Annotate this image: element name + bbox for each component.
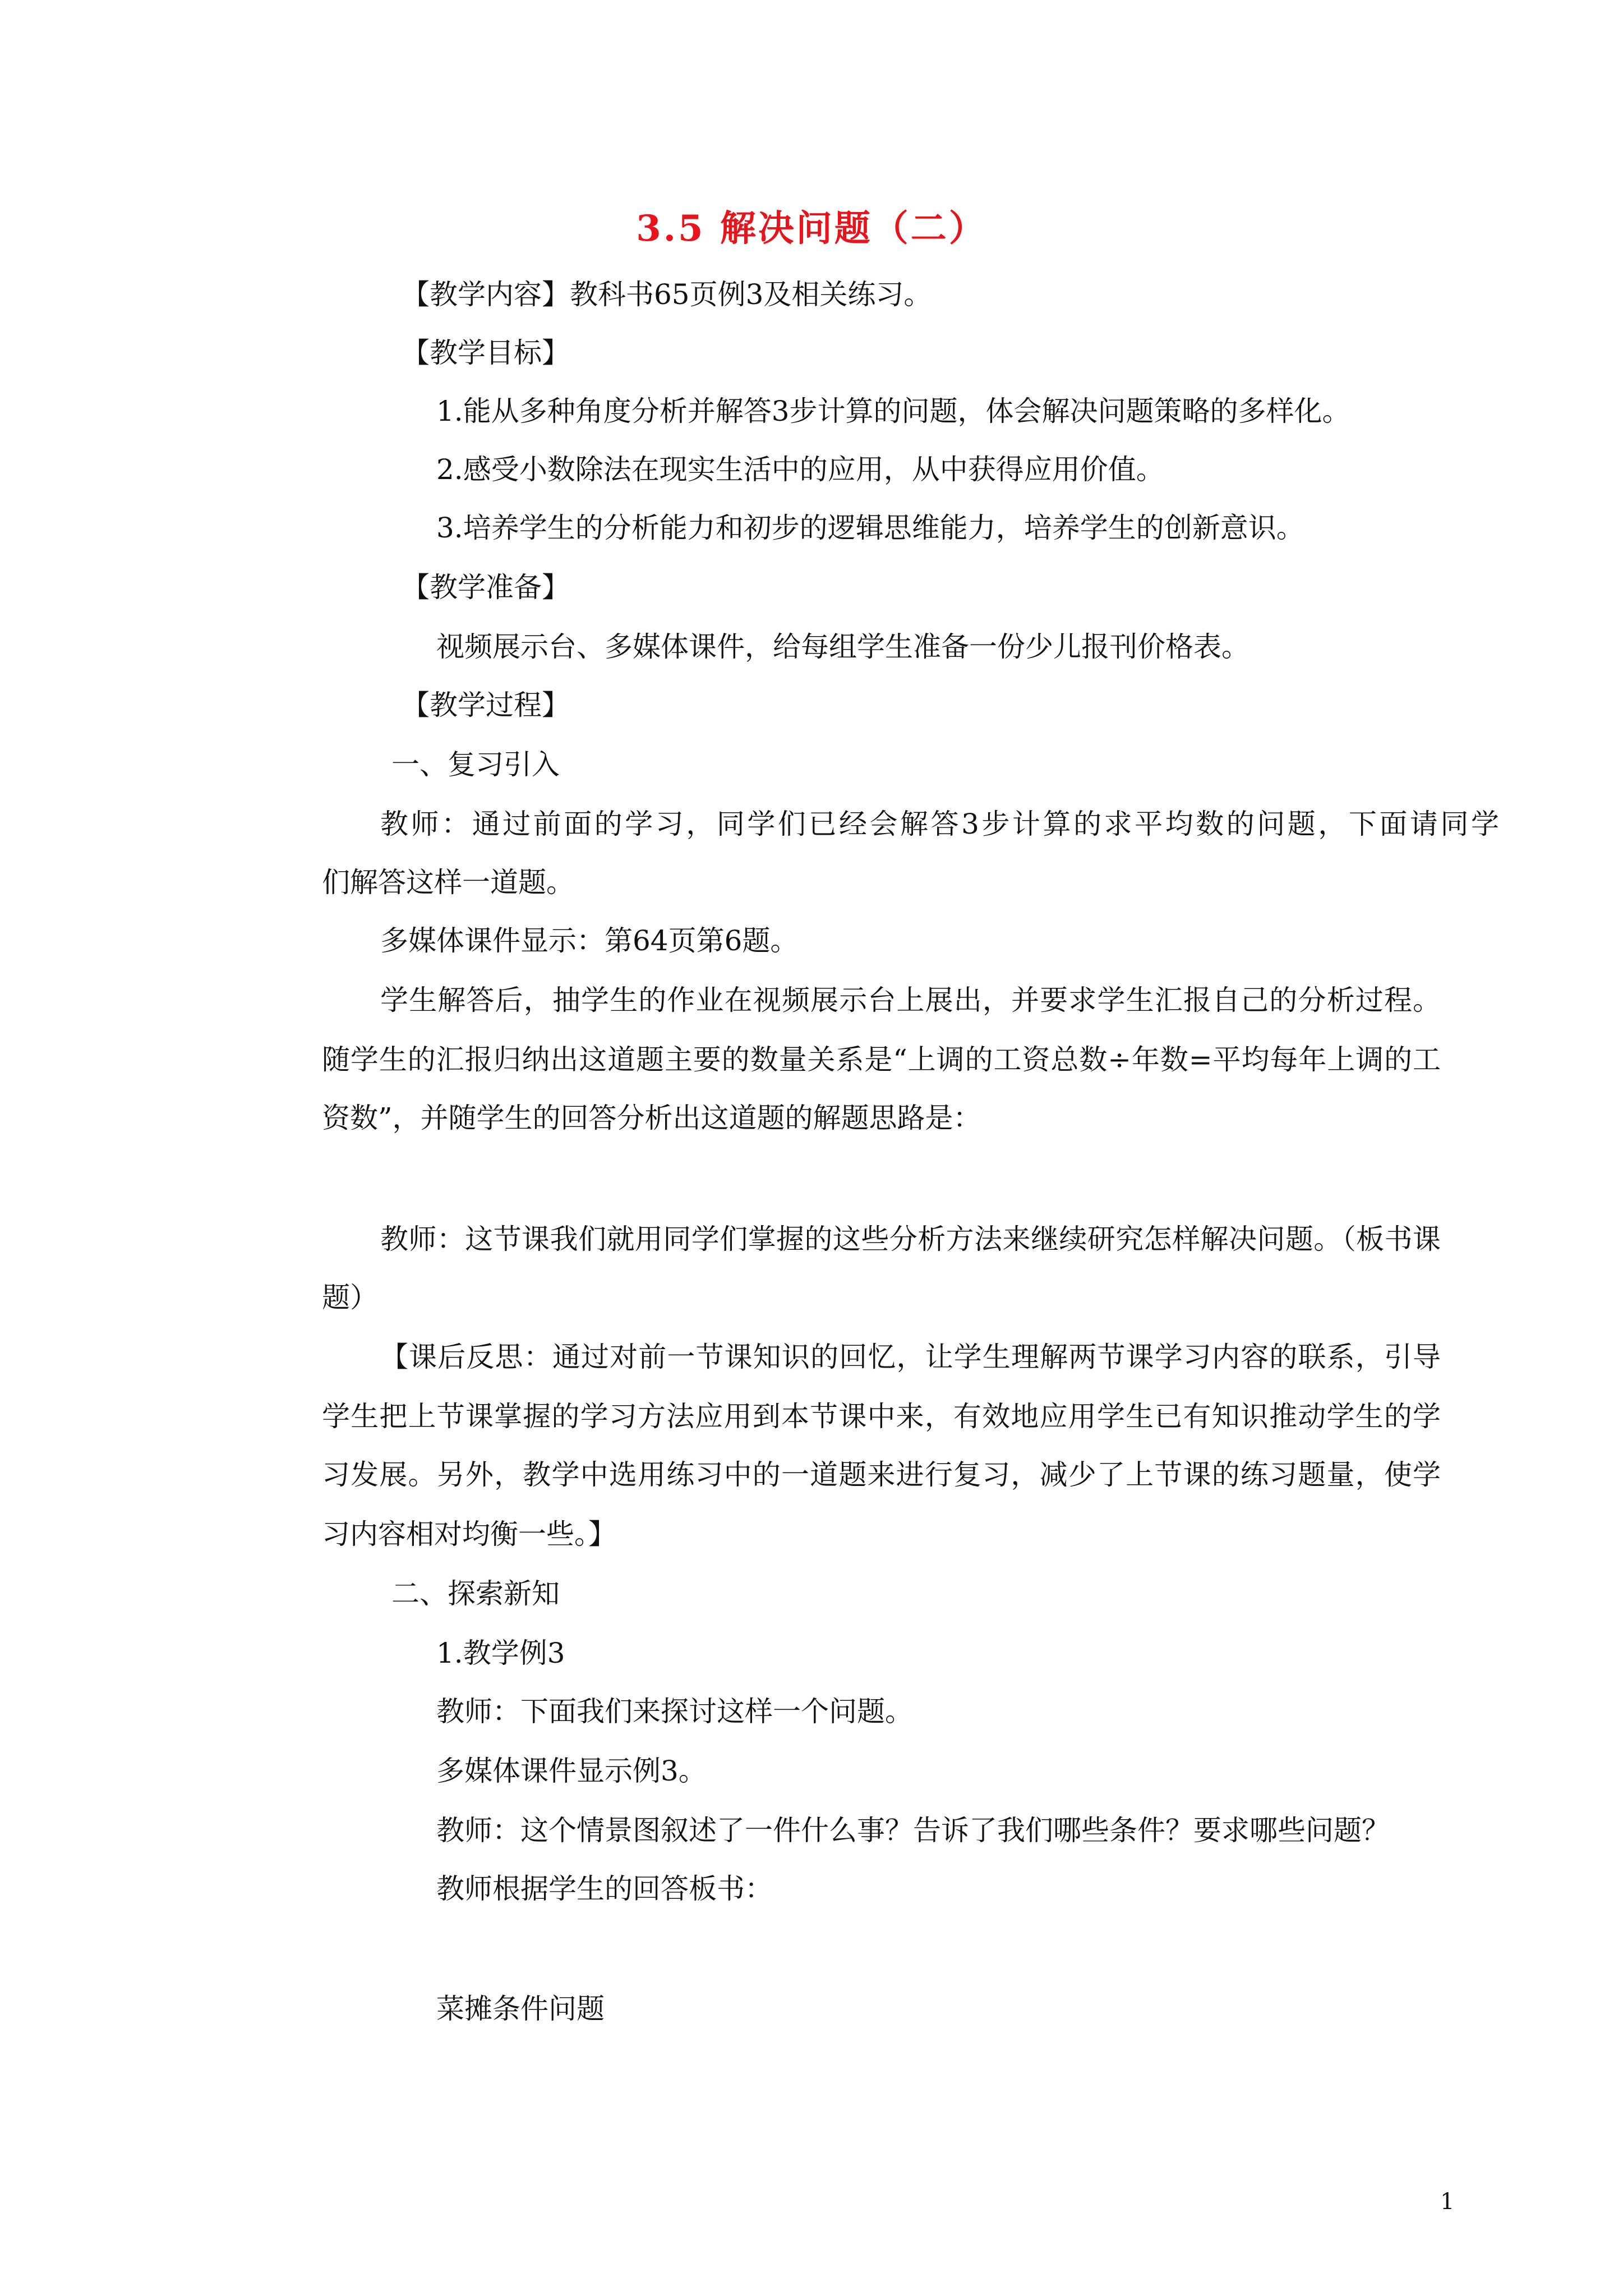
section-1-heading: 一、复习引入 — [391, 748, 560, 781]
reflection-line: 学生把上节课掌握的学习方法应用到本节课中来，有效地应用学生已有知识推动学生的学 — [322, 1400, 1441, 1433]
section-2-heading: 二、探索新知 — [391, 1577, 560, 1610]
paragraph-line: 们解答这样一道题。 — [322, 866, 574, 899]
paragraph-line: 多媒体课件显示：第64页第6题。 — [380, 924, 799, 957]
goal-1-line: 1.能从多种角度分析并解答3步计算的问题，体会解决问题策略的多样化。 — [436, 395, 1350, 427]
reflection-line: 习发展。另外，教学中选用练习中的一道题来进行复习，减少了上节课的练习题量，使学 — [322, 1458, 1441, 1491]
page-title: 3.5 解决问题（二） — [636, 208, 987, 250]
paragraph-line: 资数”，并随学生的回答分析出这道题的解题思路是： — [322, 1102, 981, 1134]
paragraph-line: 教师：这个情景图叙述了一件什么事？告诉了我们哪些条件？要求哪些问题？ — [436, 1814, 1390, 1847]
reflection-line: 【课后反思：通过对前一节课知识的回忆，让学生理解两节课学习内容的联系，引导 — [380, 1341, 1441, 1373]
board-heading-line: 菜摊条件问题 — [436, 1993, 605, 2025]
teaching-prep-line: 视频展示台、多媒体课件，给每组学生准备一份少儿报刊价格表。 — [436, 631, 1249, 663]
page-number: 1 — [1440, 2189, 1455, 2215]
paragraph-line: 题） — [322, 1281, 378, 1314]
teaching-content-line: 【教学内容】教科书65页例3及相关练习。 — [402, 278, 932, 311]
paragraph-line: 教师根据学生的回答板书： — [436, 1872, 773, 1905]
goal-2-line: 2.感受小数除法在现实生活中的应用，从中获得应用价值。 — [436, 453, 1164, 486]
example-heading: 1.教学例3 — [436, 1637, 565, 1669]
paragraph-line: 学生解答后，抽学生的作业在视频展示台上展出，并要求学生汇报自己的分析过程。 — [380, 984, 1441, 1016]
paragraph-line: 多媒体课件显示例3。 — [436, 1755, 707, 1787]
teaching-goals-heading: 【教学目标】 — [402, 337, 570, 369]
goal-3-line: 3.培养学生的分析能力和初步的逻辑思维能力，培养学生的创新意识。 — [436, 512, 1304, 544]
teaching-process-heading: 【教学过程】 — [402, 689, 570, 721]
paragraph-line: 教师：这节课我们就用同学们掌握的这些分析方法来继续研究怎样解决问题。（板书课 — [380, 1223, 1441, 1255]
paragraph-line: 随学生的汇报归纳出这道题主要的数量关系是“上调的工资总数÷年数=平均每年上调的工 — [322, 1043, 1441, 1076]
teaching-prep-heading: 【教学准备】 — [402, 571, 570, 604]
paragraph-line: 教师：通过前面的学习，同学们已经会解答3步计算的求平均数的问题，下面请同学 — [380, 808, 1499, 840]
reflection-line: 习内容相对均衡一些。】 — [322, 1518, 616, 1550]
paragraph-line: 教师：下面我们来探讨这样一个问题。 — [436, 1695, 913, 1728]
